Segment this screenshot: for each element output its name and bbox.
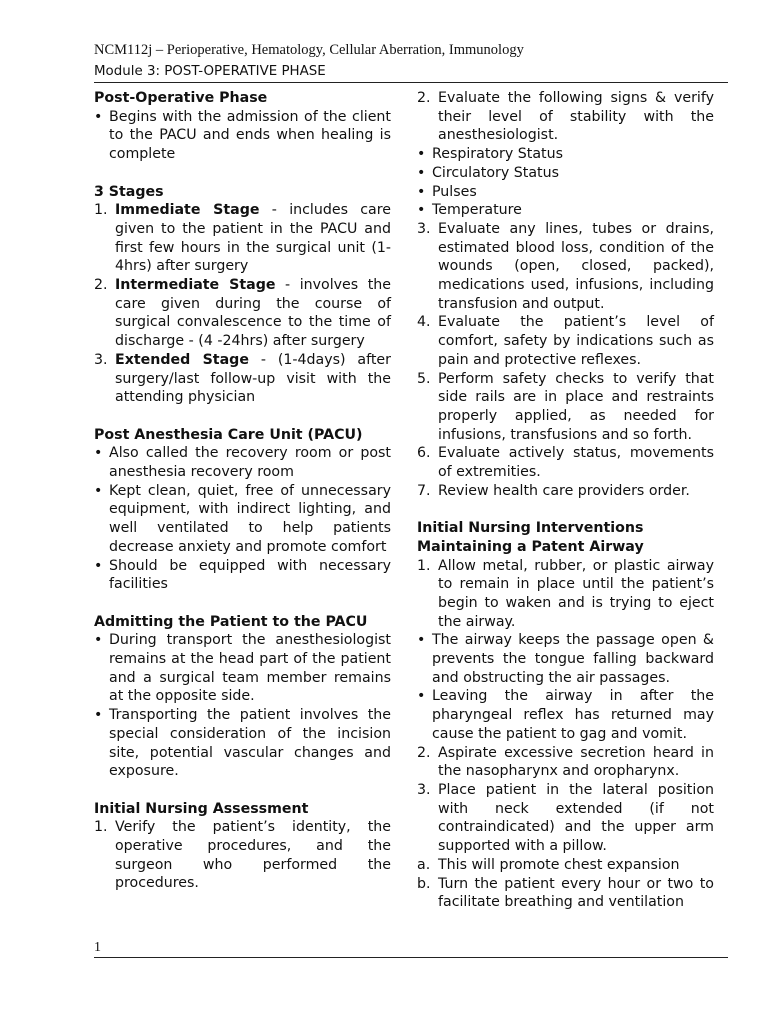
numbered-item bbox=[417, 313, 714, 369]
bullet-marker: • bbox=[94, 707, 103, 724]
bullet-item bbox=[94, 108, 391, 164]
item-number: 2. bbox=[417, 744, 431, 761]
bullet-item bbox=[94, 706, 391, 781]
bullet-marker: • bbox=[417, 632, 426, 649]
course-title: NCM112j – Perioperative, Hematology, Cellular Aberration, Immunology bbox=[94, 42, 524, 58]
item-text: Review health care providers order. bbox=[438, 482, 690, 499]
item-text: During transport the anesthesiologist remains at the head part of the patient and a surgical team member remains at the opposite side. bbox=[109, 632, 391, 705]
item-number: 3. bbox=[94, 351, 108, 368]
numbered-item bbox=[417, 89, 714, 145]
header-rule bbox=[94, 82, 728, 83]
stage-name: Immediate Stage bbox=[115, 202, 260, 219]
item-text: Circulatory Status bbox=[432, 164, 559, 181]
bullet-item bbox=[417, 183, 714, 202]
numbered-item bbox=[417, 744, 714, 781]
section-title: Initial Nursing Interventions bbox=[417, 520, 644, 537]
bullet-item bbox=[417, 201, 714, 220]
bullet-item bbox=[94, 557, 391, 594]
item-text: Turn the patient every hour or two to facilitate breathing and ventilation bbox=[438, 875, 714, 911]
item-text: Allow metal, rubber, or plastic airway to remain in place until the patient’s begin to waken and is trying to eject the airway. bbox=[438, 557, 714, 630]
bullet-marker: • bbox=[94, 445, 103, 462]
item-number: 6. bbox=[417, 445, 431, 462]
bullet-marker: • bbox=[94, 108, 103, 125]
item-number: 5. bbox=[417, 370, 431, 387]
item-number: 1. bbox=[417, 557, 431, 574]
footer-rule bbox=[94, 957, 728, 958]
bullet-item bbox=[417, 164, 714, 183]
item-letter: a. bbox=[417, 856, 431, 873]
item-text: Evaluate actively status, movements of extremities. bbox=[438, 445, 714, 481]
numbered-item bbox=[417, 781, 714, 856]
numbered-item bbox=[417, 220, 714, 314]
bullet-item bbox=[94, 444, 391, 481]
numbered-item bbox=[417, 557, 714, 632]
lettered-item bbox=[417, 856, 714, 875]
section-subtitle: Maintaining a Patent Airway bbox=[417, 538, 644, 555]
bullet-marker: • bbox=[417, 183, 426, 200]
numbered-item bbox=[417, 482, 714, 501]
module-title: Module 3: POST-OPERATIVE PHASE bbox=[94, 64, 326, 79]
right-column bbox=[417, 89, 714, 912]
item-text: Transporting the patient involves the special consideration of the incision site, potential vascular changes and exposure. bbox=[109, 707, 391, 780]
bullet-marker: • bbox=[417, 688, 426, 705]
section-title: Post-Operative Phase bbox=[94, 90, 268, 106]
bullet-item bbox=[417, 631, 714, 687]
item-text: Also called the recovery room or post anesthesia recovery room bbox=[109, 445, 391, 481]
stage-name: Extended Stage bbox=[115, 351, 249, 368]
left-column bbox=[94, 89, 391, 893]
numbered-item bbox=[94, 201, 391, 276]
bullet-item bbox=[417, 145, 714, 164]
numbered-item bbox=[94, 276, 391, 351]
item-number: 2. bbox=[417, 90, 431, 106]
item-text: Pulses bbox=[432, 183, 477, 200]
bullet-marker: • bbox=[94, 632, 103, 649]
bullet-item bbox=[417, 687, 714, 743]
item-number: 1. bbox=[94, 819, 108, 836]
bullet-item bbox=[94, 482, 391, 557]
item-text: - involves the care given during the course of surgical convalescence to the time of discharge - (4 -24hrs) after surgery bbox=[115, 277, 391, 350]
item-number: 2. bbox=[94, 277, 108, 294]
section-title: Admitting the Patient to the PACU bbox=[94, 613, 368, 630]
item-text: Evaluate the following signs & verify their level of stability with the anesthesiologist. bbox=[438, 90, 714, 144]
bullet-marker: • bbox=[94, 557, 103, 574]
item-text: Respiratory Status bbox=[432, 146, 564, 163]
item-number: 3. bbox=[417, 220, 431, 237]
item-number: 1. bbox=[94, 202, 108, 219]
item-text: - (1-4days) after surgery/last follow-up visit with the attending physician bbox=[115, 351, 391, 406]
item-text: Temperature bbox=[432, 202, 522, 219]
item-letter: b. bbox=[417, 875, 431, 892]
item-number: 4. bbox=[417, 314, 431, 331]
item-text: Verify the patient’s identity, the operative procedures, and the surgeon who performed the procedures. bbox=[115, 819, 391, 892]
item-number: 7. bbox=[417, 482, 431, 499]
bullet-marker: • bbox=[417, 202, 426, 219]
numbered-item bbox=[94, 818, 391, 893]
section-title: Post Anesthesia Care Unit (PACU) bbox=[94, 426, 363, 443]
section-title: Initial Nursing Assessment bbox=[94, 800, 309, 817]
bullet-marker: • bbox=[417, 146, 426, 163]
bullet-item bbox=[94, 631, 391, 706]
item-text: - includes care given to the patient in the PACU and first few hours in the surgical unit (1-4hrs) after surgery bbox=[115, 202, 392, 275]
item-text: Aspirate excessive secretion heard in the nasopharynx and oropharynx. bbox=[438, 744, 714, 780]
numbered-item bbox=[417, 370, 714, 445]
stage-name: Intermediate Stage bbox=[115, 277, 276, 294]
item-text: Perform safety checks to verify that side rails are in place and restraints properly applied, as needed for infusions, transfusions and so forth. bbox=[438, 370, 714, 443]
item-text: Place patient in the lateral position with neck extended (if not contraindicated) and the upper arm supported with a pillow. bbox=[438, 782, 714, 855]
item-number: 3. bbox=[417, 782, 431, 798]
section-title: 3 Stages bbox=[94, 183, 164, 200]
item-text: Leaving the airway in after the pharyngeal reflex has returned may cause the patient to gag and vomit. bbox=[432, 688, 714, 742]
item-text: Kept clean, quiet, free of unnecessary equipment, with indirect lighting, and well ventilated to help patients decrease anxiety and promote comfort bbox=[109, 482, 391, 555]
item-text: This will promote chest expansion bbox=[438, 856, 680, 873]
item-text: The airway keeps the passage open & prevents the tongue falling backward and obstructing the air passages. bbox=[432, 632, 714, 686]
item-text: Evaluate any lines, tubes or drains, estimated blood loss, condition of the wounds (open, closed, packed), medications used, infusions, including transfusion and output. bbox=[438, 220, 714, 312]
item-text: Begins with the admission of the client to the PACU and ends when healing is complete bbox=[109, 108, 391, 163]
bullet-marker: • bbox=[94, 482, 103, 499]
numbered-item bbox=[94, 351, 391, 407]
lettered-item bbox=[417, 875, 714, 912]
item-text: Should be equipped with necessary facilities bbox=[109, 557, 391, 593]
item-text: Evaluate the patient’s level of comfort, safety by indications such as pain and protective reflexes. bbox=[438, 314, 714, 368]
bullet-marker: • bbox=[417, 164, 426, 181]
page-number: 1 bbox=[94, 940, 101, 955]
numbered-item bbox=[417, 444, 714, 481]
